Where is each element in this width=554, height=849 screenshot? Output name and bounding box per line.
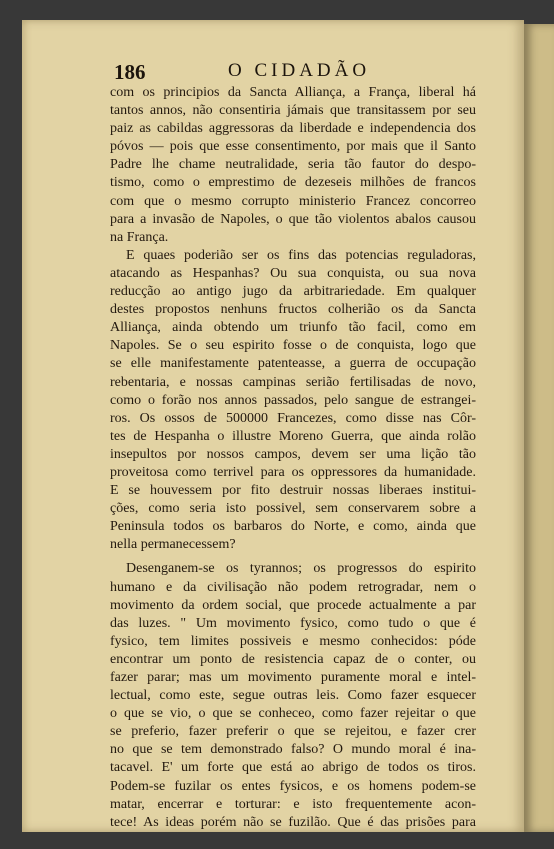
text-line: tacavel. E' um forte que está ao abrigo de todos os tiros. bbox=[110, 760, 476, 776]
text-line: humano e da civilisação não podem retrogradar, nem o bbox=[110, 579, 476, 595]
text-line: Peninsula todos os barbaros do Norte, e como, ainda que bbox=[110, 519, 476, 535]
text-line: tes de Hespanha o illustre Moreno Guerra, que ainda rolão bbox=[110, 428, 476, 444]
text-line: E se houvessem por fito destruir nossas liberaes institui- bbox=[110, 483, 476, 499]
text-line: Podem-se fuzilar os entes fysicos, e os homens podem-se bbox=[110, 778, 476, 794]
text-line: reducção ao antigo jugo da arbitrariedade. Em qualquer bbox=[110, 284, 476, 300]
text-line: com que o mesmo corrupto ministerio Francez concorreo bbox=[110, 193, 476, 209]
text-line: movimento da ordem social, que procede actualmente a par bbox=[110, 597, 476, 613]
page-number: 186 bbox=[114, 60, 146, 84]
text-line: no que se tem demonstrado falso? O mundo moral é ina- bbox=[110, 742, 476, 758]
text-line: Desenganem-se os tyrannos; os progressos do espirito bbox=[126, 561, 476, 577]
text-line: o que se vio, o que se conheceo, como fazer rejeitar o que bbox=[110, 706, 476, 722]
text-line: destes propostos nenhuns fructos colherião os da Sancta bbox=[110, 302, 476, 318]
paragraph-1 bbox=[110, 84, 476, 247]
text-line: Alliança, ainda obtendo um triunfo tão facil, como em bbox=[110, 320, 476, 336]
text-line: ções, como seria isto possivel, sem conservarem sobre a bbox=[110, 501, 476, 517]
text-line: lectual, como este, segue outras leis. Como fazer esquecer bbox=[110, 688, 476, 704]
text-line: na França. bbox=[110, 229, 169, 245]
text-line: tantos annos, não consentiria jámais que transitassem por seu bbox=[110, 103, 476, 119]
text-line: nella permanecessem? bbox=[110, 537, 236, 553]
text-line: ros. Os ossos de 500000 Francezes, como disse nas Côr- bbox=[110, 410, 476, 426]
text-line: atacando as Hespanhas? Ou sua conquista, ou sua nova bbox=[110, 265, 476, 281]
text-line: se elle manifestamente patenteasse, a guerra de occupação bbox=[110, 356, 476, 372]
running-title: O CIDADÃO bbox=[228, 60, 371, 81]
body-text bbox=[110, 84, 476, 832]
text-line: tismo, como o emprestimo de dezeseis milhões de francos bbox=[110, 175, 476, 191]
text-line: como o forão nos annos passados, pelo sangue de estrangei- bbox=[110, 392, 476, 408]
text-line: E quaes poderião ser os fins das potencias reguladoras, bbox=[126, 247, 476, 263]
text-line: Padre lhe chame neutralidade, seria tão fautor do despo- bbox=[110, 157, 476, 173]
page-header bbox=[114, 58, 514, 86]
text-line: insepultos por nossos campos, devem ser uma lição tão bbox=[110, 446, 476, 462]
adjacent-page-edge bbox=[524, 24, 554, 832]
text-line: das luzes. " Um movimento fysico, como tudo o que é bbox=[110, 615, 476, 631]
text-line: rebentaria, e nossas campinas serião fertilisadas de novo, bbox=[110, 374, 476, 390]
text-line: tece! As ideas porém não se fuzilão. Que é das prisões para bbox=[110, 814, 476, 830]
text-line: fazer parar; mas um movimento puramente moral e intel- bbox=[110, 670, 476, 685]
text-line: com os principios da Sancta Alliança, a França, liberal há bbox=[110, 85, 476, 100]
text-line: póvos — pois que esse consentimento, por mais que il Santo bbox=[110, 139, 476, 155]
text-line: paiz as cabildas aggressoras da liberdade e independencia dos bbox=[110, 121, 476, 137]
text-line: encontrar um ponto de resistencia capaz de o conter, ou bbox=[110, 651, 476, 667]
text-line: se preferio, fazer preferir o que se rejeitou, e fazer crer bbox=[110, 724, 476, 740]
text-line: para a invasão de Napoles, o que tão violentos abalos causou bbox=[110, 211, 476, 227]
text-line: proveitosa como terrivel para os oppressores da humanidade. bbox=[110, 464, 476, 480]
text-line: Napoles. Se o seu espirito fosse o de conquista, logo que bbox=[110, 338, 476, 354]
text-line: fysico, tem limites possiveis e mesmo conhecidos: póde bbox=[110, 633, 476, 649]
paragraph-3 bbox=[110, 560, 476, 831]
text-line: matar, encerrar e torturar: e isto frequentemente acon- bbox=[110, 796, 476, 812]
paragraph-2 bbox=[110, 247, 476, 555]
